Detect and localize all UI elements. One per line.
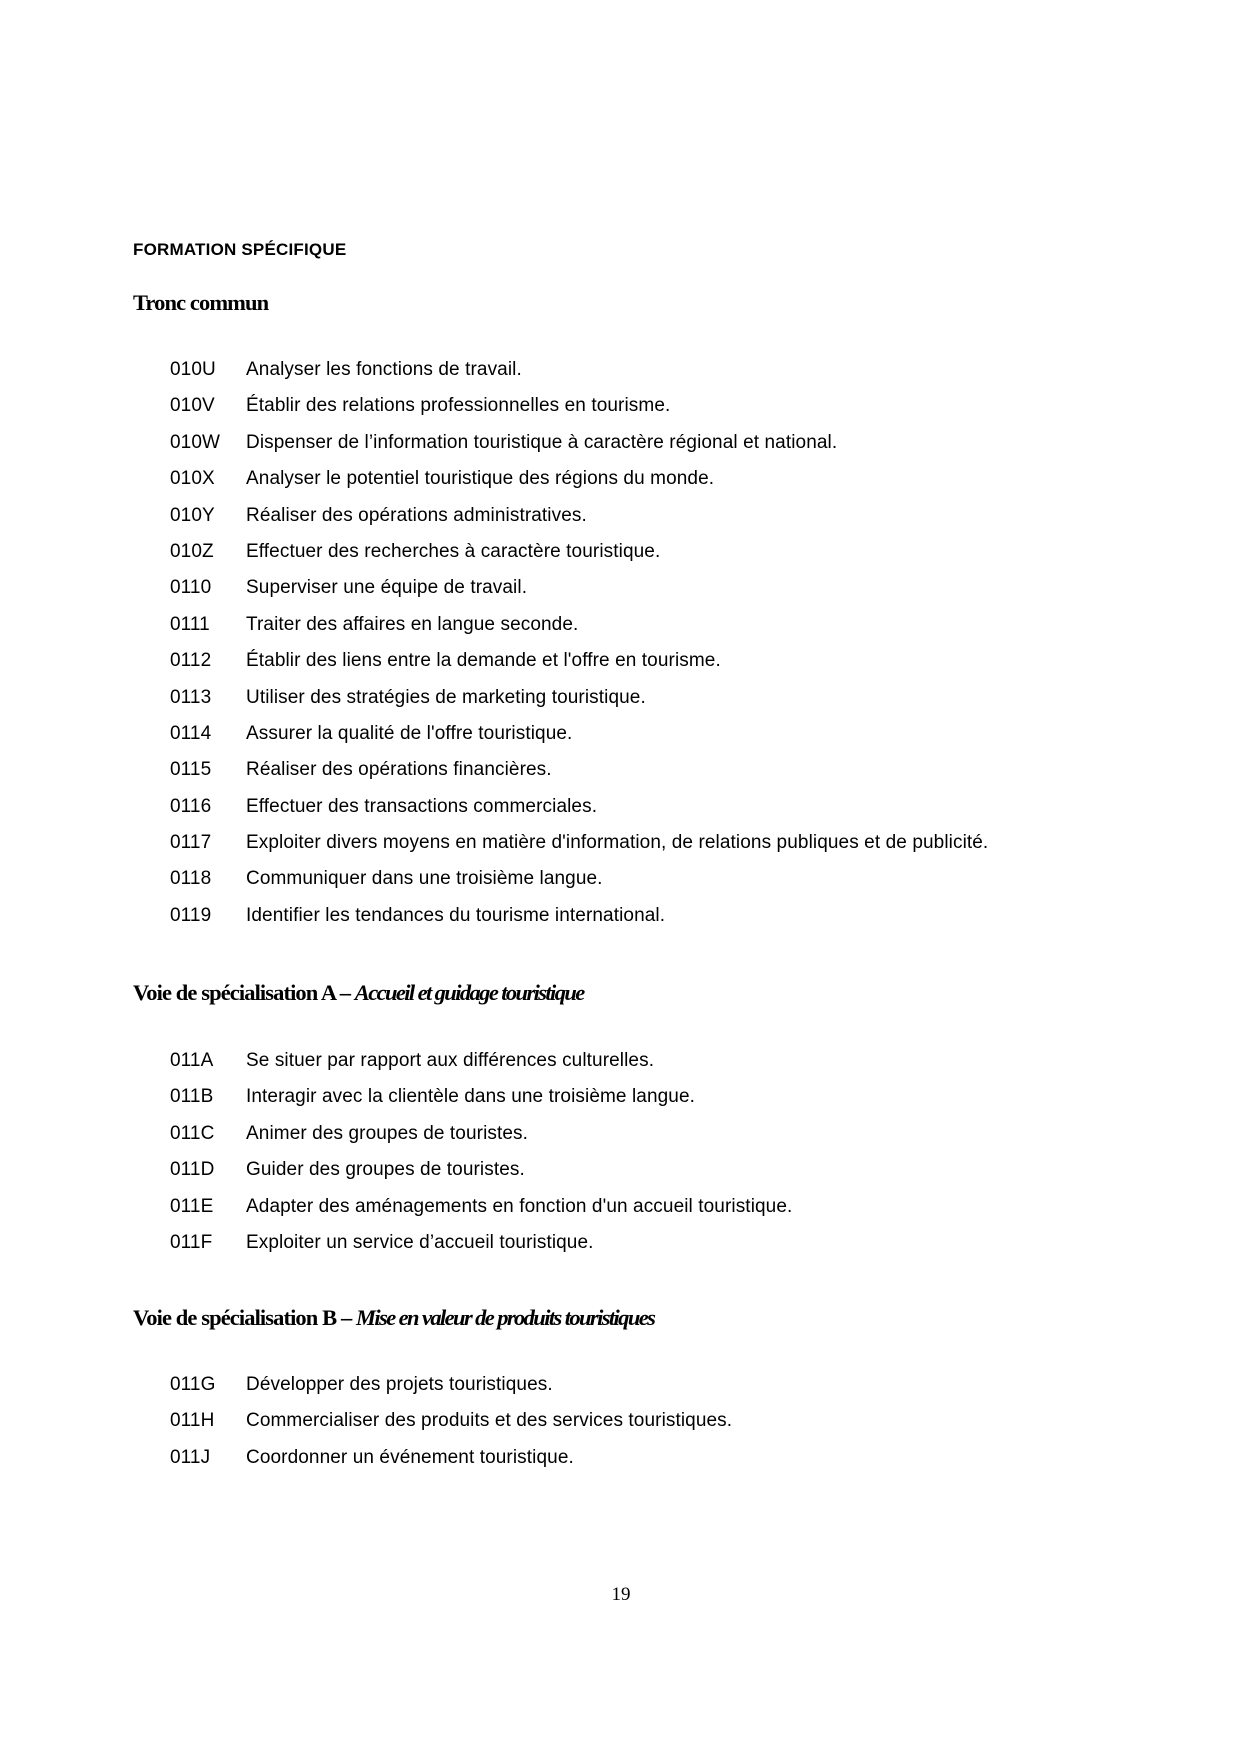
list-item (170, 680, 988, 716)
section-label: FORMATION SPÉCIFIQUE (133, 240, 347, 259)
heading-voie-a (133, 980, 584, 1006)
list-item (170, 570, 988, 606)
heading-tronc-commun: Tronc commun (133, 290, 269, 315)
course-code: 0112 (170, 650, 212, 672)
list-item (170, 752, 988, 788)
list-item (170, 789, 988, 825)
course-code: 011J (170, 1446, 211, 1468)
course-title: Identifier les tendances du tourisme international. (246, 904, 666, 926)
course-code: 010W (170, 431, 221, 453)
list-item (170, 461, 988, 497)
course-title: Traiter des affaires en langue seconde. (246, 613, 579, 635)
course-title: Analyser les fonctions de travail. (246, 359, 522, 380)
voie-b-list (170, 1367, 732, 1476)
course-code: 010Z (170, 540, 214, 562)
list-item (170, 534, 988, 570)
course-code: 010U (170, 359, 216, 380)
course-title: Dispenser de l’information touristique à caractère régional et national. (246, 431, 838, 453)
course-code: 010V (170, 395, 215, 417)
course-code: 0117 (170, 832, 212, 854)
course-title: Commercialiser des produits et des services touristiques. (246, 1410, 733, 1432)
list-item (170, 607, 988, 643)
course-title: Établir des liens entre la demande et l'offre en tourisme. (246, 650, 721, 672)
course-code: 011D (170, 1159, 215, 1181)
course-title: Superviser une équipe de travail. (246, 577, 528, 599)
course-code: 011C (170, 1122, 215, 1144)
heading-voie-b-prefix: Voie de spécialisation B – (133, 1305, 357, 1330)
course-code: 011F (170, 1231, 213, 1253)
course-code: 010Y (170, 504, 215, 526)
course-code: 0116 (170, 795, 212, 817)
voie-a-list (170, 1043, 792, 1261)
course-title: Effectuer des transactions commerciales. (246, 795, 598, 817)
list-item (170, 1440, 732, 1476)
course-title: Établir des relations professionnelles en tourisme. (246, 395, 671, 417)
course-title: Analyser le potentiel touristique des régions du monde. (246, 468, 715, 490)
course-title: Réaliser des opérations administratives. (246, 504, 587, 526)
course-code: 011A (170, 1050, 214, 1071)
list-item (170, 1116, 792, 1152)
heading-voie-b (133, 1305, 654, 1331)
list-item (170, 498, 988, 534)
list-item (170, 425, 988, 461)
course-code: 011G (170, 1374, 216, 1395)
course-title: Guider des groupes de touristes. (246, 1159, 525, 1181)
list-item (170, 1079, 792, 1115)
course-code: 0113 (170, 686, 212, 708)
course-code: 010X (170, 468, 215, 490)
course-code: 0110 (170, 577, 212, 599)
list-item (170, 898, 988, 934)
list-item (170, 1043, 792, 1079)
list-item (170, 352, 988, 388)
course-title: Exploiter divers moyens en matière d'information, de relations publiques et de publicité. (246, 832, 989, 854)
course-code: 0115 (170, 759, 212, 781)
course-title: Assurer la qualité de l'offre touristique. (246, 722, 573, 744)
list-item (170, 643, 988, 679)
course-code: 011H (170, 1410, 215, 1432)
list-item (170, 1403, 732, 1439)
list-item (170, 825, 988, 861)
list-item (170, 388, 988, 424)
page-number: 19 (611, 1584, 631, 1605)
course-title: Utiliser des stratégies de marketing touristique. (246, 686, 646, 708)
course-title: Réaliser des opérations financières. (246, 759, 552, 781)
course-title: Coordonner un événement touristique. (246, 1446, 574, 1468)
course-title: Adapter des aménagements en fonction d'un accueil touristique. (246, 1195, 793, 1217)
tronc-commun-list (170, 352, 988, 934)
course-title: Interagir avec la clientèle dans une troisième langue. (246, 1086, 695, 1108)
course-title: Communiquer dans une troisième langue. (246, 868, 603, 890)
list-item (170, 1225, 792, 1261)
heading-voie-a-prefix: Voie de spécialisation A – (133, 980, 355, 1005)
list-item (170, 861, 988, 897)
course-title: Exploiter un service d’accueil touristique. (246, 1231, 594, 1253)
course-title: Effectuer des recherches à caractère touristique. (246, 540, 661, 562)
course-title: Animer des groupes de touristes. (246, 1122, 529, 1144)
list-item (170, 716, 988, 752)
course-code: 011E (170, 1195, 214, 1217)
course-code: 011B (170, 1086, 214, 1108)
heading-voie-b-title: Mise en valeur de produits touristiques (356, 1305, 655, 1330)
course-title: Se situer par rapport aux différences culturelles. (246, 1050, 655, 1071)
course-title: Développer des projets touristiques. (246, 1374, 553, 1395)
heading-voie-a-title: Accueil et guidage touristique (354, 980, 584, 1005)
course-code: 0111 (170, 613, 210, 635)
course-code: 0114 (170, 722, 212, 744)
list-item (170, 1152, 792, 1188)
course-code: 0118 (170, 868, 212, 890)
list-item (170, 1189, 792, 1225)
list-item (170, 1367, 732, 1403)
course-code: 0119 (170, 904, 212, 926)
